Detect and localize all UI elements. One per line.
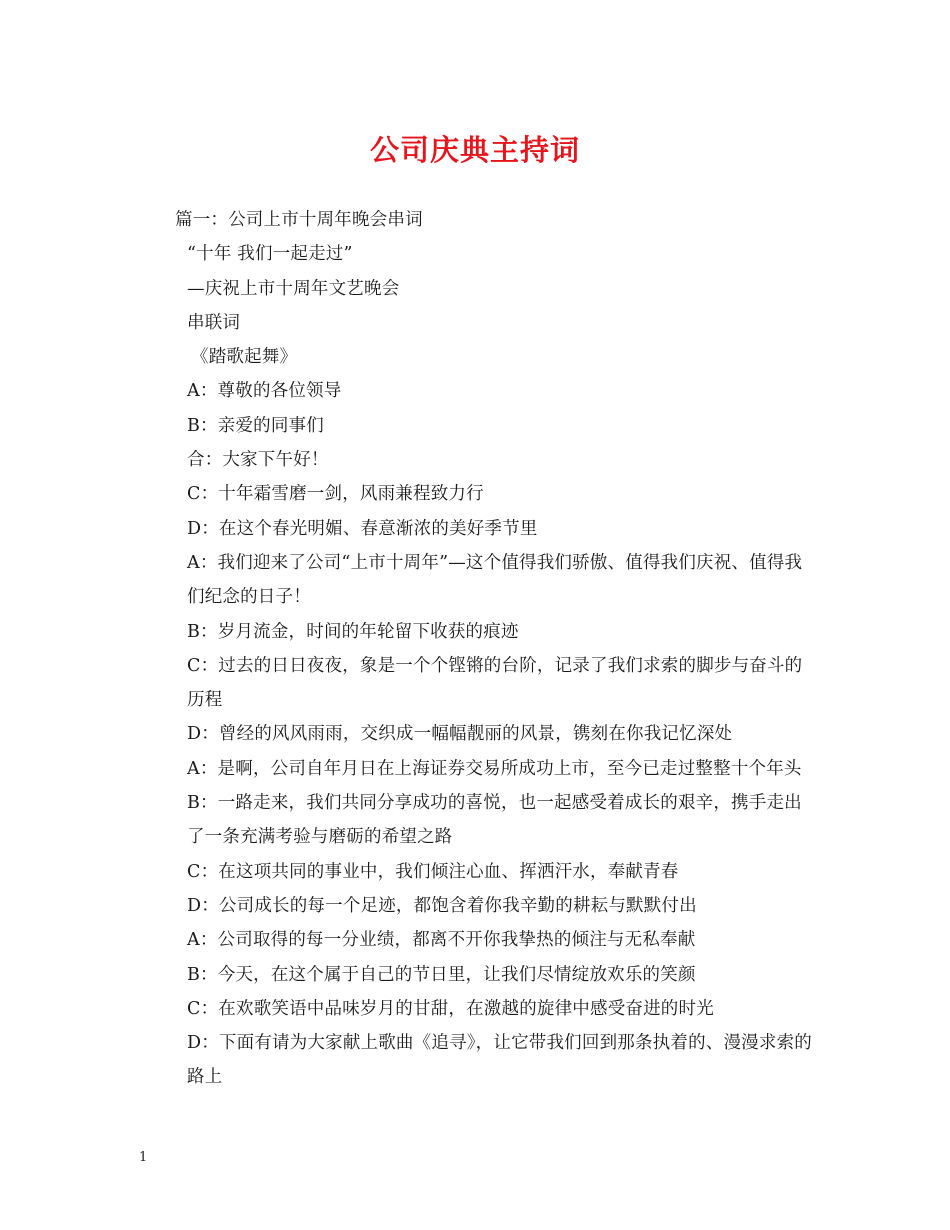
paragraph: A：是啊，公司自年月日在上海证券交易所成功上市，至今已走过整整十个年头 B：一路走来，我们共同分享成功的喜悦，也一起感受着成长的艰辛，携手走出了一条充满考验与磨砺的希望之路 [187,758,802,848]
paragraph: B：亲爱的同事们 [187,415,324,436]
paragraph: D：下面有请为大家献上歌曲《追寻》，让它带我们回到那条执着的、漫漫求索的路上 [187,1033,812,1088]
document-body [139,203,815,1095]
paragraph: A：尊敬的各位领导 [187,381,342,402]
paragraph: C：十年霜雪磨一剑，风雨兼程致力行 [187,484,484,505]
paragraph: 合：大家下午好！ [187,450,329,471]
document-title: 公司庆典主持词 [369,133,580,167]
paragraph: 篇一：公司上市十周年晚会串词 [175,210,423,230]
paragraph: “十年 我们一起走过” [187,244,353,265]
paragraph: C：在这项共同的事业中，我们倾注心血、挥洒汗水，奉献青春 [187,861,679,882]
paragraph: B：岁月流金，时间的年轮留下收获的痕迹 [187,621,519,642]
paragraph: C：在欢歌笑语中品味岁月的甘甜，在激越的旋律中感受奋进的时光 [187,998,714,1019]
paragraph: D：在这个春光明媚、春意渐浓的美好季节里 [187,518,538,539]
paragraph: B：今天，在这个属于自己的节日里，让我们尽情绽放欢乐的笑颜 [187,964,696,985]
paragraph: 串联词 [187,312,241,333]
paragraph: D：公司成长的每一个足迹，都饱含着你我辛勤的耕耘与默默付出 [187,895,697,916]
paragraph: —庆祝上市十周年文艺晚会 [187,278,400,299]
paragraph: A：我们迎来了公司“上市十周年”—这个值得我们骄傲、值得我们庆祝、值得我们纪念的日子！ [187,552,803,608]
paragraph: 《踏歌起舞》 [191,347,298,368]
paragraph: A：公司取得的每一分业绩，都离不开你我挚热的倾注与无私奉献 [187,930,696,951]
page-number: 1 [139,1150,148,1165]
paragraph: D：曾经的风风雨雨，交织成一幅幅靓丽的风景，镌刻在你我记忆深处 [187,724,733,745]
paragraph: C：过去的日日夜夜，象是一个个铿锵的台阶，记录了我们求索的脚步与奋斗的历程 [187,655,803,711]
